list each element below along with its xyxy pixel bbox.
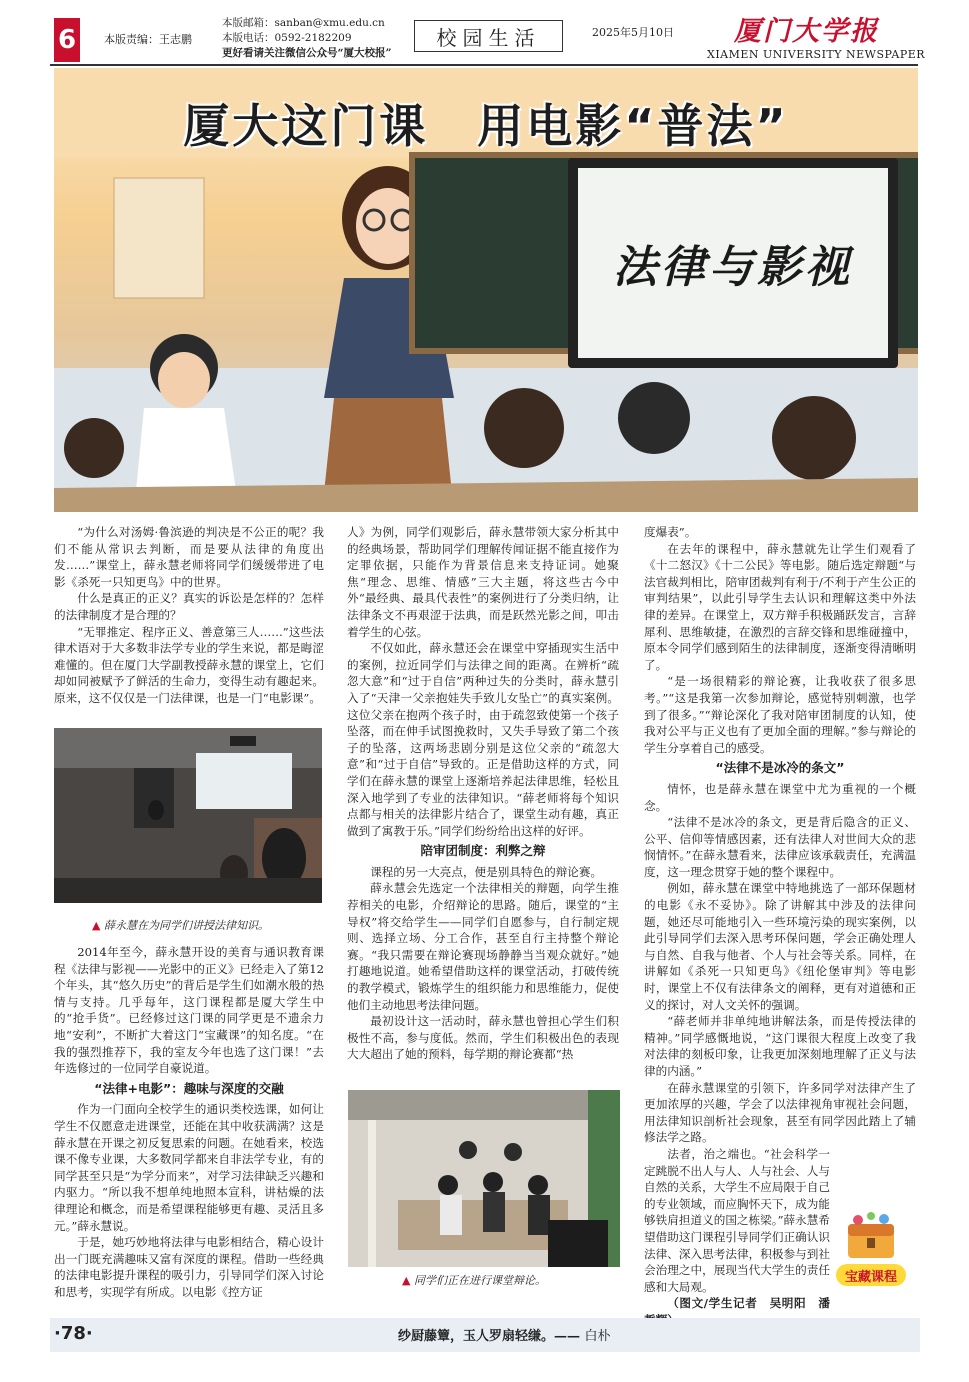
header-rule bbox=[50, 64, 918, 66]
caption-text: 同学们正在进行课堂辩论。 bbox=[413, 1274, 546, 1287]
photo-caption bbox=[92, 917, 269, 933]
lecture-photo-graphic bbox=[54, 728, 322, 903]
paragraph: “无罪推定、程序正义、善意第三人……”这些法律术语对于大多数非法学专业的学生来说，都是晦涩难懂的。但在厦门大学副教授薛永慧的课堂上，它们却如同被赋予了鲜活的生命力，变得生动有趣起来。原来，这不仅仅是一门法律课，也是一门“电影课”。 bbox=[54, 624, 324, 705]
hero-illustration bbox=[54, 68, 918, 512]
photo-lecture bbox=[54, 728, 322, 903]
triangle-icon: ▲ bbox=[92, 919, 101, 932]
newspaper-logo: 厦门大学报 bbox=[734, 16, 879, 47]
footer-quote bbox=[398, 1325, 611, 1344]
paragraph: 薛永慧会先选定一个法律相关的辩题，向学生推荐相关的电影，介绍辩论的思路。随后，课堂的“主导权”将交给学生——同学们自愿参与，自行制定规则、选择立场、分工合作，甚至自行主持整个辩论赛。“我只需要在辩论赛现场静静当当观众就好。”她打趣地说道。她希望借助这样的课堂活动，打破传统的教学模式，锻炼学生的组织能力和思维能力，促使他们主动地思考法律问题。 bbox=[347, 881, 619, 1012]
paragraph: 人》为例，同学们观影后，薛永慧带领大家分析其中的经典场景，帮助同学们理解传闻证据不能直接作为定罪依据，只能作为背景信息来支持证词。她聚焦“理念、思维、情感”三大主题，将这些古今中外“最经典、最具代表性”的案例进行了分类归纳，让法律条文不再艰涩于法典，而是跃然光影之间，叩击着学生的心弦。 bbox=[347, 525, 619, 639]
contact-info bbox=[222, 16, 392, 61]
paragraph: 不仅如此，薛永慧还会在课堂中穿插现实生活中的案例，拉近同学们与法律之间的距离。在辨析“疏忽大意”和“过于自信”两种过失的分类时，薛永慧引入了“天津一父亲抱娃失手致儿女坠亡”的真实案例。这位父亲在抱两个孩子时，由于疏忽致使第一个孩子坠落，而在伸手试图挽救时，又失手导致了第二个孩子的坠落，这两场悲剧分别是这位父亲的“疏忽大意”和“过于自信”导致的。正是借助这样的方式，同学们在薛永慧的课堂上逐渐培养起法律思维，轻松且深入地学到了专业的法律知识。“薛老师将每个知识点都与相关的法律影片结合了，课堂生动有趣，真正做到了寓教于乐。”同学们纷纷给出这样的好评。 bbox=[347, 641, 619, 838]
contact-phone: 本版电话：0592-2182209 bbox=[222, 32, 352, 44]
triangle-icon: ▲ bbox=[402, 1274, 411, 1287]
contact-email: 本版邮箱：sanban@xmu.edu.cn bbox=[222, 17, 385, 29]
paragraph: “是一场很精彩的辩论赛，让我收获了很多思考。”“这是我第一次参加辩论，感觉特别刺激，也学到了很多。”“辩论深化了我对陪审团制度的认知，使我对公平与正义也有了更加全面的理解。”参与辩论的学生分享着自己的感受。 bbox=[644, 674, 916, 755]
paragraph: 课程的另一大亮点，便是别具特色的辩论赛。 bbox=[370, 864, 603, 879]
classroom-screen bbox=[568, 158, 898, 368]
paragraph: “为什么对汤姆·鲁滨逊的判决是不公正的呢？我们不能从常识去判断，而是要从法律的角度出发……”课堂上，薛永慧老师将同学们缓缓带进了电影《杀死一只知更鸟》中的世界。 bbox=[54, 525, 324, 589]
page-number: 6 bbox=[54, 18, 80, 62]
editor-credit: 本版责编：王志鹏 bbox=[104, 33, 192, 46]
quote-author: 白朴 bbox=[584, 1329, 611, 1344]
article-column-1-cont bbox=[54, 944, 324, 1300]
paragraph: 作为一门面向全校学生的通识类校选课，如何让学生不仅愿意走进课堂，还能在其中收获满满？这是薛永慧在开课之初反复思索的问题。在她看来，校选课不像专业课，大多数同学都来自非法学专业，有的同学甚至只是“为学分而来”，对学习法律缺乏兴趣和内驱力。“所以我不想单纯地照本宣科，讲枯燥的法律理论和概念，而是希望课程能够更有趣、灵活且多元。”薛永慧说。 bbox=[54, 1102, 324, 1233]
article-column-3 bbox=[644, 524, 916, 1329]
quote-text: 纱厨藤簟，玉人罗扇轻缣。—— bbox=[398, 1329, 581, 1344]
paragraph: “法律不是冰冷的条文，更是背后隐含的正义、公平、信仰等情感因素，还有法律人对世间大众的悲悯情怀。”在薛永慧看来，法律应该承载责任，充满温度，这一理念贯穿于她的整个课程中。 bbox=[644, 815, 916, 879]
newspaper-name-en: XIAMEN UNIVERSITY NEWSPAPER bbox=[707, 48, 926, 61]
photo-debate bbox=[348, 1090, 620, 1267]
paragraph: 在去年的课程中，薛永慧就先让学生们观看了《十二怒汉》《十二公民》等电影。随后选定辩题“与法官裁判相比，陪审团裁判有利于/不利于产生公正的审判结果”，以此引导学生去认识和理解这类中外法律的差异。在课堂上，双方辩手积极踊跃发言，言辞犀利、思维敏捷，在激烈的言辞交锋和思维碰撞中，原本令同学们感到陌生的法律制度，逐渐变得清晰明了。 bbox=[644, 541, 916, 672]
article-column-2 bbox=[347, 524, 619, 1063]
treasure-course-badge bbox=[834, 1210, 908, 1290]
screen-title: 法律与影视 bbox=[613, 242, 853, 293]
paragraph: 法者，治之端也。“社会科学一定跳脱不出人与人、人与社会、人与自然的关系，大学生不应局限于自己的专业领域，而应胸怀天下，成为能够铁肩担道义的国之栋梁。”薛永慧希望借助这门课程引导同学们正确认识法律、深入思考法律，积极参与到社会治理之中，展现当代大学生的责任感和大局观。 bbox=[644, 1146, 830, 1294]
paragraph: 在薛永慧课堂的引领下，许多同学对法律产生了更加浓厚的兴趣，学会了以法律视角审视社会问题，用法律知识剖析社会现象，甚至有同学因此踏上了辅修法学之路。 bbox=[644, 1080, 916, 1145]
subheading: “法律+电影”：趣味与深度的交融 bbox=[94, 1080, 284, 1096]
paragraph: 什么是真正的正义？真实的诉讼是怎样的？怎样的法律制度才是合理的？ bbox=[54, 591, 324, 622]
paragraph: 度爆表”。 bbox=[644, 525, 697, 539]
issue-date: 2025年5月10日 bbox=[592, 26, 674, 39]
paragraph: 例如，薛永慧在课堂中特地挑选了一部环保题材的电影《永不妥协》。除了讲解其中涉及的法律问题，她还尽可能地引入一些环境污染的现实案例，以此引导同学们去深入思考环保问题，学会正确处理人与自然、自我与他者、个人与社会等关系。同样，在讲解如《杀死一只知更鸟》《纽伦堡审判》等电影时，课堂上不仅有法律条文的阐释，更有对道德和正义的探讨，对人文关怀的强调。 bbox=[644, 881, 916, 1012]
paragraph: 最初设计这一活动时，薛永慧也曾担心学生们积极性不高，参与度低。然而，学生们积极出色的表现大大超出了她的预料，每学期的辩论赛都“热 bbox=[347, 1014, 619, 1062]
contact-wechat: 更好看请关注微信公众号“厦大校报” bbox=[222, 47, 392, 59]
section-label: 校园生活 bbox=[414, 20, 563, 52]
badge-label: 宝藏课程 bbox=[844, 1270, 897, 1285]
paragraph: 2014年至今，薛永慧开设的美育与通识教育课程《法律与影视——光影中的正义》已经走入了第12个年头，其“悠久历史”的背后是学生们如潮水般的热情与支持。几乎每年，这门课程都是厦大学生中的“抢手货”。已经修过这门课的同学更是不遗余力地“安利”，不断扩大着这门“宝藏课”的知名度。“在我的强烈推荐下，我的室友今年也选了这门课！”去年选修过的一位同学自豪说道。 bbox=[54, 945, 324, 1076]
subheading: 陪审团制度：利弊之辩 bbox=[420, 843, 546, 859]
footer-page-number: ·78· bbox=[54, 1323, 93, 1344]
caption-text: 薛永慧在为同学们讲授法律知识。 bbox=[103, 919, 269, 932]
byline: （图文/学生记者 吴明阳 潘 bbox=[667, 1296, 830, 1311]
paragraph: 于是，她巧妙地将法律与电影相结合，精心设计出一门既充满趣味又富有深度的课程。借助一些经典的法律电影提升课程的吸引力，引导同学们深入讨论和思考，实现学有所成。以电影《控方证 bbox=[54, 1235, 324, 1299]
paragraph: “薛老师并非单纯地讲解法条，而是传授法律的精神。”同学感慨地说，“这门课很大程度上改变了我对法律的刻板印象，让我更加深刻地理解了正义与法律的内涵。” bbox=[644, 1014, 916, 1078]
headline: 厦大这门课 用电影“普法” bbox=[183, 99, 789, 153]
subheading: “法律不是冰冷的条文” bbox=[715, 760, 845, 776]
debate-photo-graphic bbox=[348, 1090, 620, 1267]
article-column-1 bbox=[54, 524, 324, 707]
photo-caption bbox=[402, 1272, 546, 1288]
paragraph: 情怀，也是薛永慧在课堂中尤为重视的一个概念。 bbox=[644, 781, 916, 813]
